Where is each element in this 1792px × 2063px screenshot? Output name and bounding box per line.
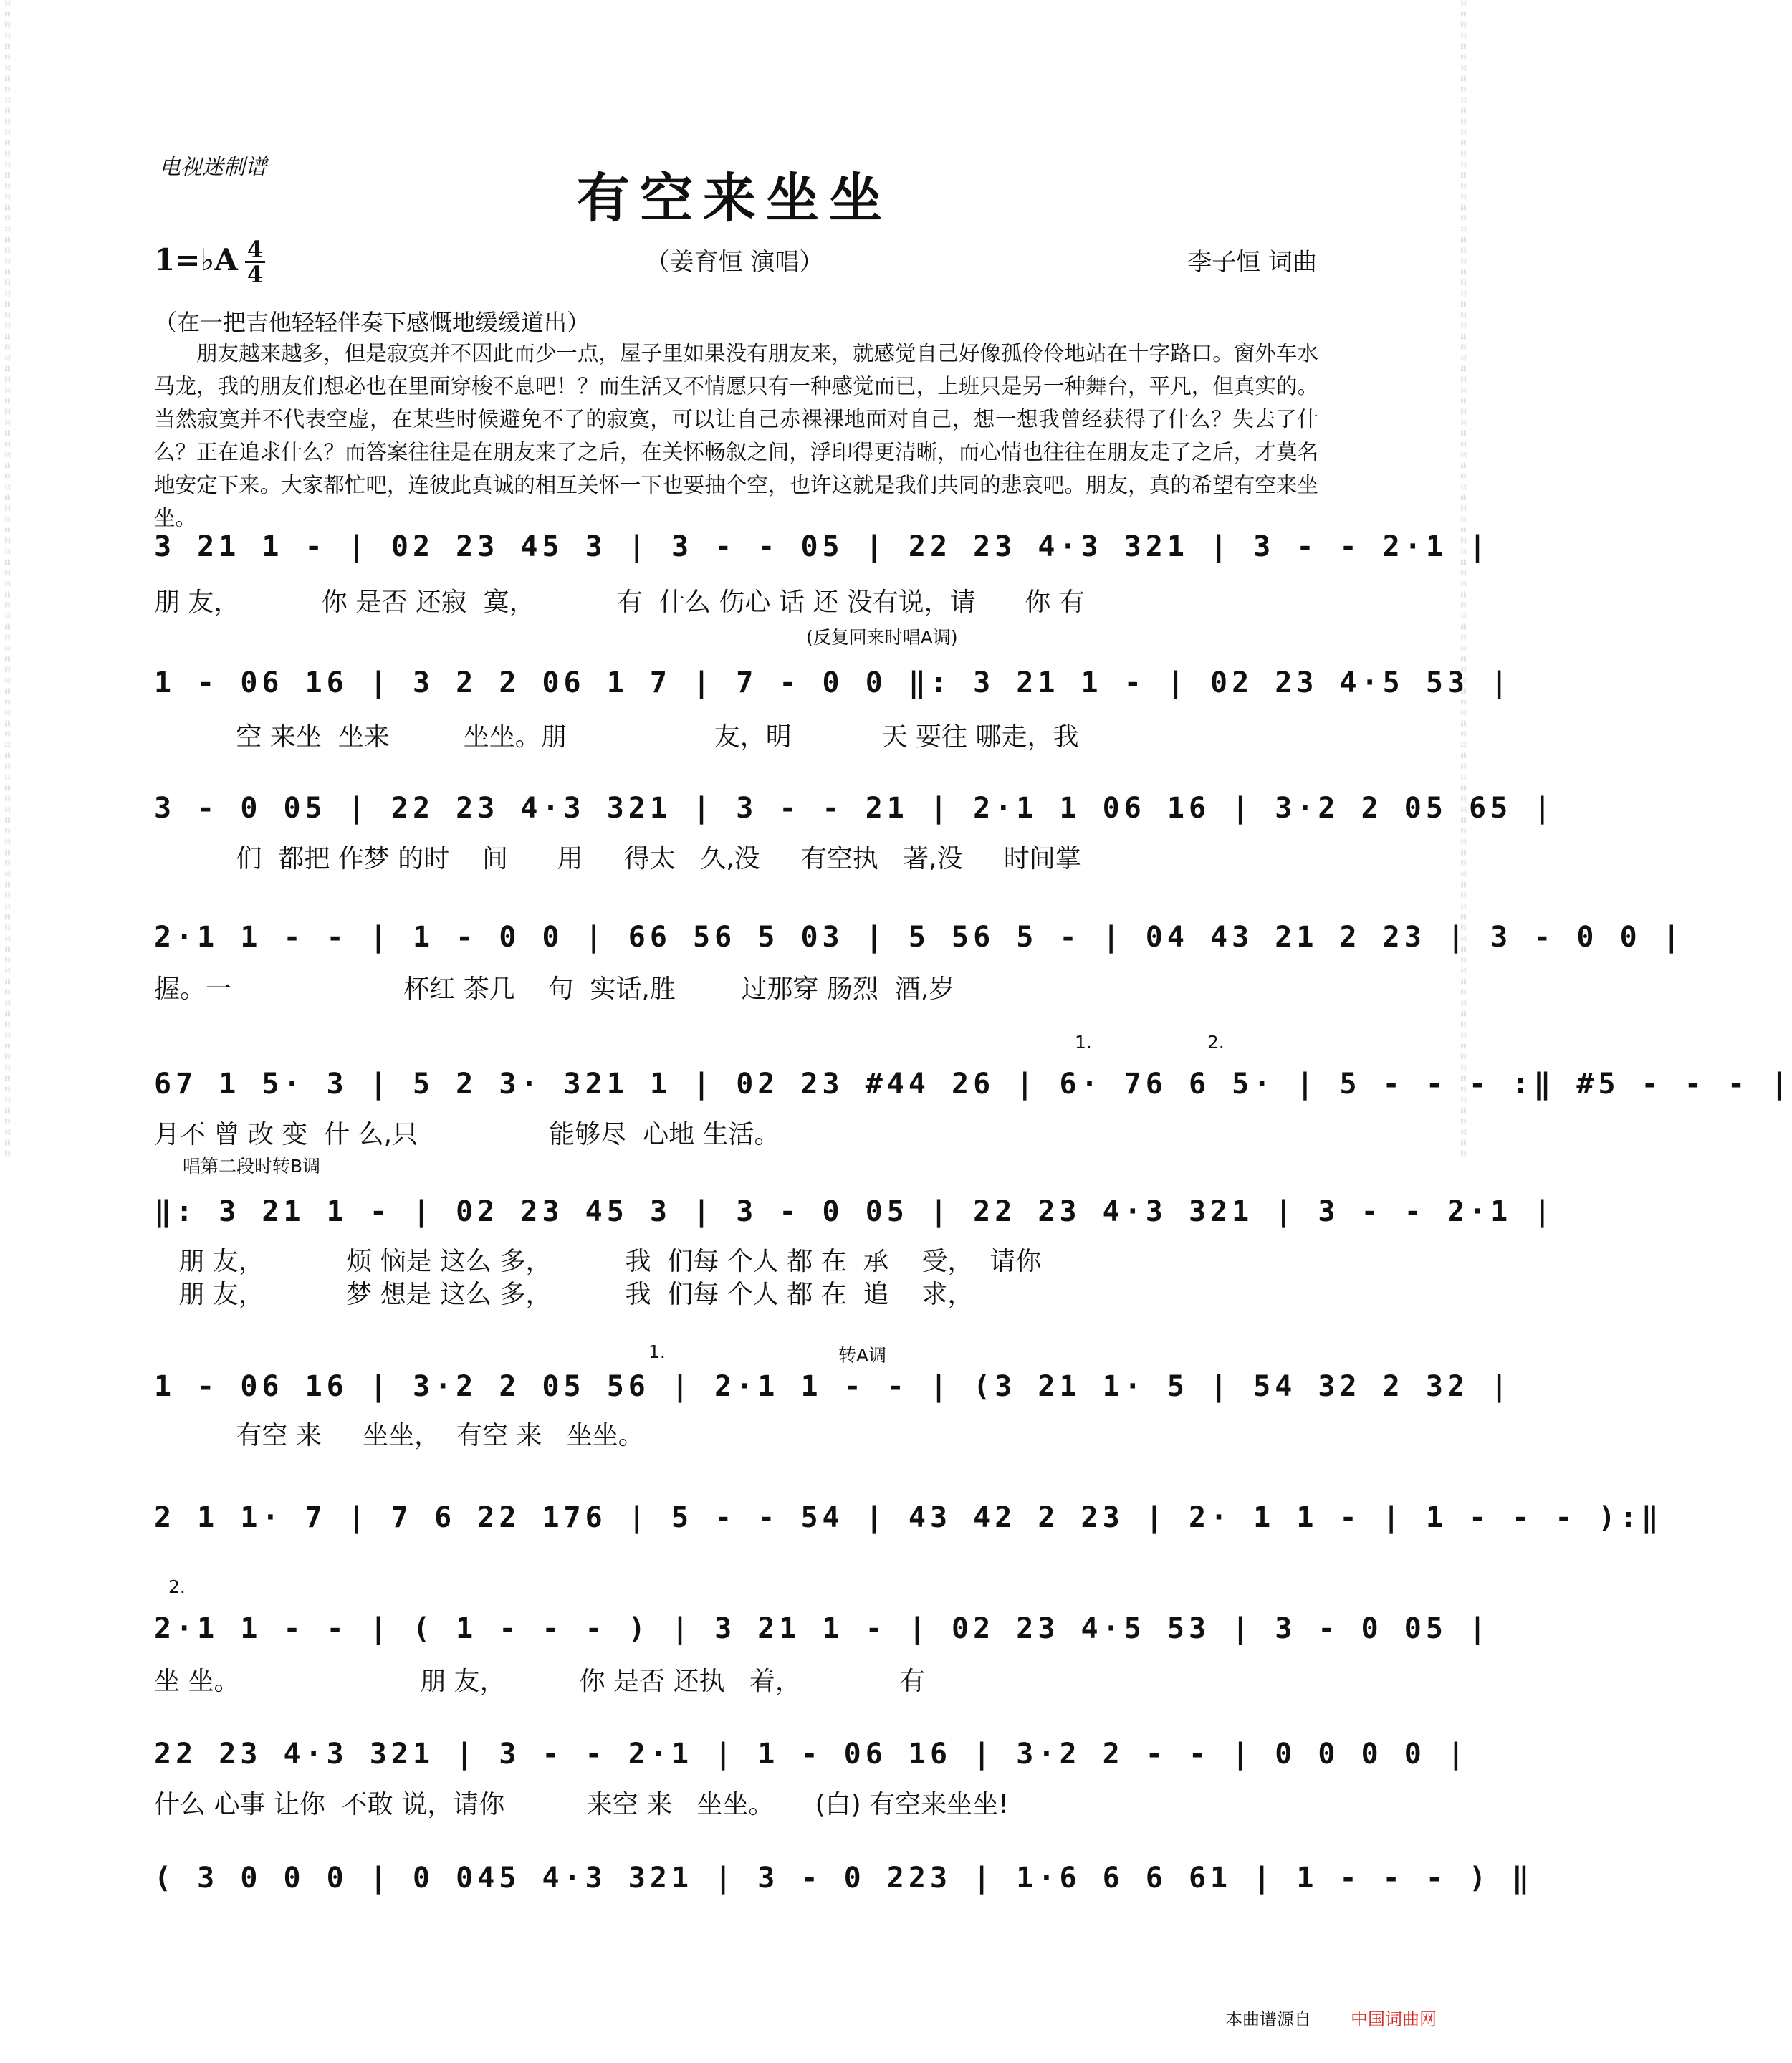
notation: 67 1 5· 3 | 5 2 3· 321 1 | 02 23 #44 26 | 6· 76 6 5· | 5 - - - :‖ #5 - - - | bbox=[154, 1068, 1792, 1101]
lyric-line-7: 有空 来 坐坐， 有空 来 坐坐。 bbox=[154, 1421, 644, 1450]
song-title: 有空来坐坐 bbox=[577, 168, 892, 229]
lyric-line-9: 坐 坐。 朋 友， 你 是否 还执 着， 有 bbox=[154, 1667, 926, 1696]
second-verse-note: 唱第二段时转B调 bbox=[183, 1156, 321, 1177]
score-maker: 电视迷制谱 bbox=[159, 155, 267, 180]
volta-1: 1. bbox=[1075, 1032, 1092, 1053]
notation: 3 21 1 - | 02 23 45 3 | 3 - - 05 | 22 23 4·3 321 | 3 - - 2·1 | bbox=[154, 530, 1491, 563]
key-signature: 1=♭A bbox=[154, 242, 238, 277]
footer-site-link[interactable]: 中国词曲网 bbox=[1351, 2009, 1437, 2029]
notation: ‖: 3 21 1 - | 02 23 45 3 | 3 - 0 05 | 22 23 4·3 321 | 3 - - 2·1 | bbox=[154, 1195, 1556, 1228]
singer-credit: （姜育恒 演唱） bbox=[645, 248, 824, 277]
notation: 1 - 06 16 | 3·2 2 05 56 | 2·1 1 - - | (3 21 1· 5 | 54 32 2 32 | bbox=[154, 1370, 1513, 1403]
volta-2: 2. bbox=[1207, 1032, 1225, 1053]
notation: 1 - 06 16 | 3 2 2 06 1 7 | 7 - 0 0 ‖: 3 21 1 - | 02 23 4·5 53 | bbox=[154, 666, 1513, 699]
footer-source: 本曲谱源自 bbox=[1225, 2009, 1311, 2029]
staff-line-5 bbox=[154, 1068, 1792, 1111]
staff-line-1 bbox=[154, 530, 1491, 573]
staff-line-9 bbox=[154, 1612, 1491, 1655]
repeat-note: (反复回来时唱A调) bbox=[806, 627, 958, 648]
meter-bottom: 4 bbox=[246, 261, 264, 288]
lyric-line-5: 月不 曾 改 变 什 么,只 能够尽 心地 生活。 bbox=[154, 1120, 780, 1149]
lyric-line-3: 们 都把 作梦 的时 间 用 得太 久,没 有空执 著,没 时间掌 bbox=[154, 844, 1081, 873]
notation: 3 - 0 05 | 22 23 4·3 321 | 3 - - 21 | 2·1 1 06 16 | 3·2 2 05 65 | bbox=[154, 792, 1556, 825]
intro-instruction: （在一把吉他轻轻伴奏下感慨地缓缓道出） bbox=[154, 309, 590, 336]
author-credit: 李子恒 词曲 bbox=[1187, 248, 1317, 277]
notation: 22 23 4·3 321 | 3 - - 2·1 | 1 - 06 16 | 3·2 2 - - | 0 0 0 0 | bbox=[154, 1738, 1470, 1771]
staff-line-10 bbox=[154, 1738, 1470, 1781]
side-watermark-right: 词曲网词曲网词曲网词曲网词曲网词曲网词曲网词曲网词曲网词曲网词曲网词曲网词曲网词曲网词曲网词曲网词曲网词曲网词曲网词曲网词曲网词曲网词曲网词曲网词曲网词曲网词曲网词曲网词曲网词曲网词曲网词曲网词曲网词曲网词曲网词曲网 bbox=[1459, 0, 1466, 1161]
staff-line-6 bbox=[154, 1195, 1556, 1238]
staff-line-8 bbox=[154, 1501, 1663, 1544]
lyric-line-1: 朋 友， 你 是否 还寂 寞， 有 什么 伤心 话 还 没有说，请 你 有 bbox=[154, 588, 1085, 617]
meter-top: 4 bbox=[246, 236, 264, 263]
notation: 2 1 1· 7 | 7 6 22 176 | 5 - - 54 | 43 42 2 23 | 2· 1 1 - | 1 - - - ):‖ bbox=[154, 1501, 1663, 1534]
side-watermark-left: 词曲网词曲网词曲网词曲网词曲网词曲网词曲网词曲网词曲网词曲网词曲网词曲网词曲网词曲网词曲网词曲网词曲网词曲网词曲网词曲网词曲网词曲网词曲网词曲网词曲网词曲网词曲网词曲网词曲网词曲网词曲网词曲网词曲网词曲网词曲网词曲网 bbox=[3, 0, 10, 1161]
volta-2-second: 2. bbox=[168, 1576, 186, 1597]
lyric-line-4: 握。一 杯红 茶几 句 实话,胜 过那穿 肠烈 酒,岁 bbox=[154, 975, 955, 1004]
key-change-note: 转A调 bbox=[838, 1345, 887, 1366]
intro-narration: 朋友越来越多，但是寂寞并不因此而少一点，屋子里如果没有朋友来，就感觉自己好像孤伶伶地站在十字路口。窗外车水马龙，我的朋友们想必也在里面穿梭不息吧！？而生活又不情愿只有一种感觉而已，上班只是另一种舞台，平凡，但真实的。当然寂寞并不代表空虚，在某些时候避免不了的寂寞，可以让自己赤裸裸地面对自己，想一想我曾经获得了什么？失去了什么？正在追求什么？而答案往往是在朋友来了之后，在关怀畅叙之间，浮印得更清晰，而心情也往往在朋友走了之后，才莫名地安定下来。大家都忙吧，连彼此真诚的相互关怀一下也要抽个空，也许这就是我们共同的悲哀吧。朋友，真的希望有空来坐坐。 bbox=[154, 341, 1318, 530]
staff-line-11 bbox=[154, 1862, 1534, 1905]
notation: ( 3 0 0 0 | 0 045 4·3 321 | 3 - 0 223 | 1·6 6 6 61 | 1 - - - ) ‖ bbox=[154, 1862, 1534, 1895]
volta-1-second: 1. bbox=[648, 1341, 666, 1362]
lyric-line-6a: 朋 友， 烦 恼是 这么 多， 我 们每 个人 都 在 承 受， 请你 bbox=[154, 1247, 1042, 1276]
lyric-line-2: 空 来坐 坐来 坐坐。朋 友，明 天 要往 哪走，我 bbox=[154, 722, 1079, 752]
lyric-line-10: 什么 心事 让你 不敢 说，请你 来空 来 坐坐。 (白) 有空来坐坐! bbox=[154, 1790, 1009, 1819]
notation: 2·1 1 - - | ( 1 - - - ) | 3 21 1 - | 02 23 4·5 53 | 3 - 0 05 | bbox=[154, 1612, 1491, 1645]
staff-line-4 bbox=[154, 921, 1685, 964]
notation: 2·1 1 - - | 1 - 0 0 | 66 56 5 03 | 5 56 5 - | 04 43 21 2 23 | 3 - 0 0 | bbox=[154, 921, 1685, 954]
staff-line-7 bbox=[154, 1370, 1513, 1413]
lyric-line-6b: 朋 友， 梦 想是 这么 多， 我 们每 个人 都 在 追 求， bbox=[154, 1280, 974, 1309]
staff-line-3 bbox=[154, 792, 1556, 835]
staff-line-2 bbox=[154, 666, 1513, 709]
